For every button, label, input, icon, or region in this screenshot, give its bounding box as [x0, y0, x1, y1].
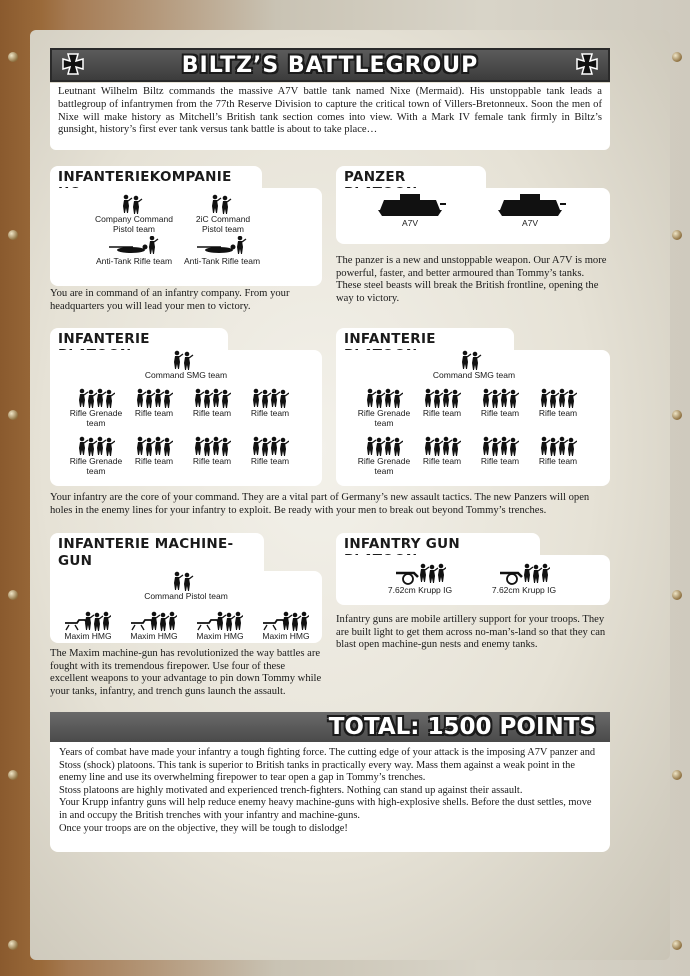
unit-rifle — [472, 436, 528, 467]
platoon-left-units-box — [50, 350, 322, 486]
unit-label: Maxim HMG — [196, 631, 244, 641]
total-paragraph: Stoss platoons are highly motivated and experienced trench-fighters. Nothing can stand up against their assault. — [59, 784, 523, 796]
section-title-gun: INFANTRY GUN — [336, 533, 540, 555]
unit-rifle — [126, 436, 182, 467]
total-description — [50, 742, 610, 852]
gun-units-box — [336, 555, 610, 605]
rivet — [8, 940, 18, 950]
mg-description: The Maxim machine-gun has revolutionized the way battles are fought with its tremendous firepower. Use four of these excellent weapons to your advantage to pin down Tommy while your tanks, infantry, and trench guns launch the assault. — [50, 648, 322, 697]
unit-label: Rifle team — [250, 408, 290, 418]
rivet — [672, 590, 682, 600]
rivet — [8, 52, 18, 62]
unit-label: Rifle team — [192, 408, 232, 418]
unit-label: Rifle team — [480, 408, 520, 418]
rivet — [672, 410, 682, 420]
unit-label: A7V — [521, 218, 539, 228]
total-paragraph: Once your troops are on the objective, they will be tough to dislodge! — [59, 822, 348, 834]
platoon-right-units-box — [336, 350, 610, 486]
unit-rifle — [242, 388, 298, 419]
unit-command-smg — [424, 350, 524, 381]
unit-2ic-command — [188, 194, 258, 234]
rivet — [672, 770, 682, 780]
unit-label: Command SMG team — [432, 370, 516, 380]
unit-rifle — [242, 436, 298, 467]
hq-units-box — [50, 188, 322, 286]
unit-maxim-hmg — [58, 611, 118, 642]
unit-label: Rifle Grenade team — [69, 408, 123, 428]
unit-label: Rifle team — [134, 456, 174, 466]
unit-label: Rifle Grenade team — [357, 456, 411, 476]
unit-label: Rifle team — [422, 408, 462, 418]
rivet — [672, 52, 682, 62]
unit-label: Rifle Grenade team — [69, 456, 123, 476]
unit-label: Command SMG team — [144, 370, 228, 380]
mg-units-box — [50, 571, 322, 643]
unit-label: Rifle team — [538, 408, 578, 418]
unit-label: Rifle Grenade team — [357, 408, 411, 428]
rivet — [8, 410, 18, 420]
unit-rifle — [530, 388, 586, 419]
unit-label: Command Pistol team — [144, 591, 228, 601]
gun-description: Infantry guns are mobile artillery support for your troops. They are built light to get them across no-man’s-land so that they can blast open machine-gun nests and enemy tanks. — [336, 614, 606, 650]
unit-anti-tank-rifle — [182, 236, 262, 267]
unit-label: Rifle team — [192, 456, 232, 466]
unit-label: Maxim HMG — [64, 631, 112, 641]
unit-krupp-ig — [486, 563, 562, 596]
unit-label: Rifle team — [134, 408, 174, 418]
unit-label: Rifle team — [538, 456, 578, 466]
unit-label: 7.62cm Krupp IG — [491, 585, 557, 595]
infantry-description: Your infantry are the core of your command. They are a vital part of Germany’s new assault tactics. The new Panzers will open holes in the enemy lines for your infantry to exploit. Be ready with your men to break out beyond Tommy’s trenches. — [50, 492, 590, 516]
unit-rifle — [414, 388, 470, 419]
unit-a7v-tank — [490, 192, 570, 229]
unit-rifle — [184, 388, 240, 419]
unit-a7v-tank — [370, 192, 450, 229]
total-paragraph: Years of combat have made your infantry a tough fighting force. The cutting edge of your attack is the imposing A7V panzer and Stoss (shock) platoons. This tank is superior to British tanks in practically every way. Mass them against a weak point in the enemy line and use its overwhelming firepower to tear open a gap in Tommy’s trenches. — [59, 747, 596, 784]
page-title: BILTZ’S BATTLEGROUP — [181, 53, 479, 78]
unit-label: Maxim HMG — [130, 631, 178, 641]
unit-anti-tank-rifle — [94, 236, 174, 267]
unit-rifle-grenade — [352, 388, 416, 428]
section-title-panzer: PANZER — [336, 166, 486, 188]
title-bar — [50, 48, 610, 82]
unit-rifle — [126, 388, 182, 419]
panzer-units-box — [336, 188, 610, 244]
unit-label: Rifle team — [422, 456, 462, 466]
unit-rifle-grenade — [64, 436, 128, 476]
hq-description: You are in command of an infantry company. From your headquarters you will lead your men to victory. — [50, 288, 290, 312]
unit-label: 7.62cm Krupp IG — [387, 585, 453, 595]
unit-rifle-grenade — [64, 388, 128, 428]
section-title-line: INFANTERIE MACHINE-GUN — [58, 536, 234, 569]
unit-command-pistol — [136, 571, 236, 602]
section-title-mg — [50, 533, 264, 571]
total-points-title: TOTAL: 1500 POINTS — [328, 714, 596, 740]
section-title-platoon-left: INFANTERIE — [50, 328, 228, 350]
unit-maxim-hmg — [124, 611, 184, 642]
unit-label: Anti-Tank Rifle team — [183, 256, 261, 266]
iron-cross-icon — [574, 53, 600, 79]
rivet — [8, 770, 18, 780]
unit-rifle — [472, 388, 528, 419]
panzer-description: The panzer is a new and unstoppable weapon. Our A7V is more powerful, faster, and better armoured than Tommy’s tanks. These steel beasts will break the British frontline, opening the way to victory. — [336, 255, 607, 304]
rivet — [8, 230, 18, 240]
unit-label: Anti-Tank Rifle team — [95, 256, 173, 266]
unit-label: Maxim HMG — [262, 631, 310, 641]
unit-label: Rifle team — [250, 456, 290, 466]
unit-company-command — [94, 194, 174, 234]
intro-text: Leutnant Wilhelm Biltz commands the massive A7V battle tank named Nixe (Mermaid). His unstoppable tank leads a battlegroup of infantrymen from the 77th Reserve Division to capture the critical town of Villers-Bretonneux. Soon the men of Nixe will make history as Mitchell’s British tank section comes into view. With a Mark IV female tank firmly in Biltz’s gunsight, history’s first ever tank versus tank battle is about to take place… — [50, 83, 610, 150]
rivet — [672, 940, 682, 950]
rivet — [8, 590, 18, 600]
unit-label: A7V — [401, 218, 419, 228]
unit-label: 2iC Command Pistol team — [195, 214, 251, 234]
unit-rifle — [414, 436, 470, 467]
total-bar — [50, 712, 610, 742]
unit-command-smg — [136, 350, 236, 381]
unit-krupp-ig — [382, 563, 458, 596]
unit-rifle — [530, 436, 586, 467]
section-title-hq: INFANTERIEKOMPANIE — [50, 166, 262, 188]
rivet — [672, 230, 682, 240]
unit-label: Company Command Pistol team — [95, 214, 173, 234]
unit-rifle — [184, 436, 240, 467]
total-paragraph: Your Krupp infantry guns will help reduce enemy heavy machine-guns with high-explosive shells. Before the dust settles, move in and occupy the British trenches with your infantry and machine-guns. — [59, 797, 592, 821]
unit-label: Rifle team — [480, 456, 520, 466]
unit-maxim-hmg — [190, 611, 250, 642]
unit-maxim-hmg — [256, 611, 316, 642]
section-title-platoon-right: INFANTERIE — [336, 328, 514, 350]
unit-rifle-grenade — [352, 436, 416, 476]
